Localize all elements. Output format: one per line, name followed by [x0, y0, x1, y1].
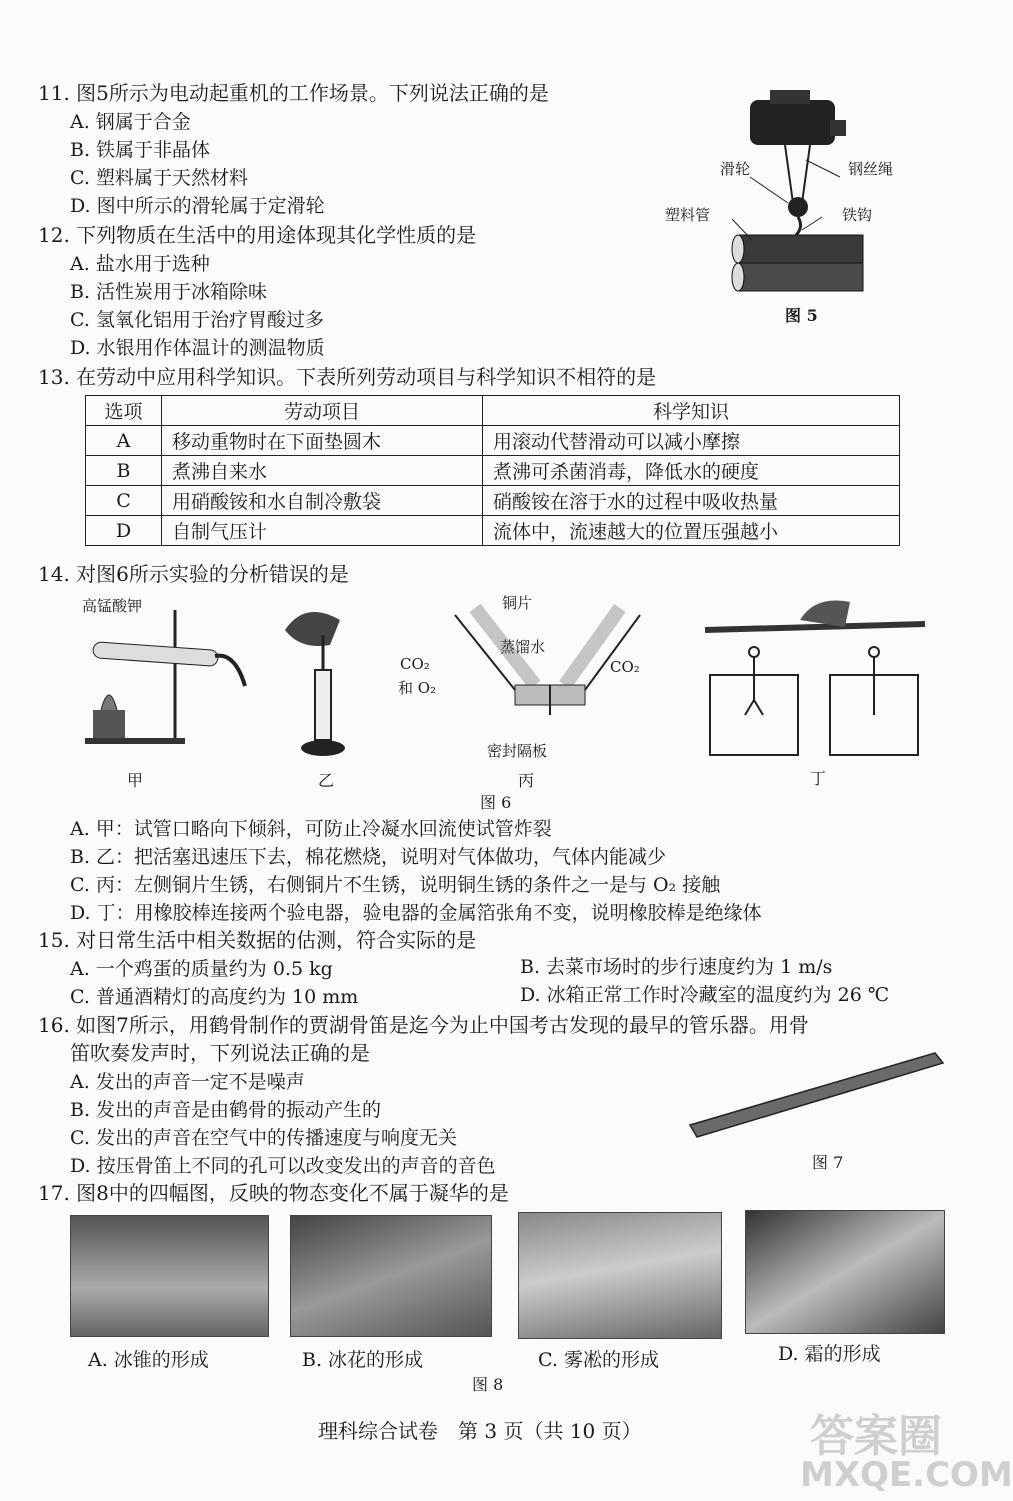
q12-option-b: B. 活性炭用于冰箱除味	[70, 281, 268, 303]
table-header-row	[86, 396, 900, 426]
experiment-yi-drawing	[285, 612, 345, 756]
q14-option-a: A. 甲：试管口略向下倾斜，可防止冷凝水回流使试管炸裂	[70, 818, 552, 840]
q17-caption-d: D. 霜的形成	[778, 1343, 881, 1365]
figure-5-caption: 图 5	[785, 306, 818, 325]
q12-option-d: D. 水银用作体温计的测温物质	[70, 337, 325, 359]
fig5-label-wire-rope: 钢丝绳	[848, 160, 894, 178]
q14-stem: 14. 对图6所示实验的分析错误的是	[38, 562, 349, 586]
q16-option-c: C. 发出的声音在空气中的传播速度与响度无关	[70, 1127, 457, 1149]
watermark-url: MXQE.COM	[800, 1455, 1013, 1495]
q17-caption-b: B. 冰花的形成	[302, 1349, 424, 1371]
fig5-label-iron-hook: 铁钩	[842, 206, 873, 224]
q14-option-c: C. 丙：左侧铜片生锈，右侧铜片不生锈，说明铜生锈的条件之一是与 O₂ 接触	[70, 874, 721, 896]
fig6-label-partition: 密封隔板	[487, 742, 548, 760]
table-cell: 流体中，流速越大的位置压强越小	[483, 516, 900, 546]
q17-stem: 17. 图8中的四幅图，反映的物态变化不属于凝华的是	[38, 1181, 509, 1205]
q11-option-c: C. 塑料属于天然材料	[70, 167, 248, 189]
q12-option-c: C. 氢氧化铝用于治疗胃酸过多	[70, 309, 324, 331]
table-row	[86, 456, 900, 486]
q15-option-a: A. 一个鸡蛋的质量约为 0.5 kg	[70, 958, 333, 980]
fig6-label-water: 蒸馏水	[500, 638, 546, 656]
q13-stem: 13. 在劳动中应用科学知识。下表所列劳动项目与科学知识不相符的是	[38, 365, 657, 389]
table-row	[86, 486, 900, 516]
table-cell: 煮沸可杀菌消毒，降低水的硬度	[483, 456, 900, 486]
figure-7-bone-flute	[685, 1045, 950, 1140]
table-cell: 移动重物时在下面垫圆木	[162, 426, 483, 456]
q11-stem: 11. 图5所示为电动起重机的工作场景。下列说法正确的是	[38, 81, 549, 105]
q15-option-c: C. 普通酒精灯的高度约为 10 mm	[70, 986, 359, 1008]
q16-stem-line2: 笛吹奏发声时，下列说法正确的是	[70, 1041, 370, 1065]
table-row	[86, 426, 900, 456]
table-cell: 自制气压计	[162, 516, 483, 546]
photo-ice-flowers	[290, 1215, 492, 1337]
q16-option-d: D. 按压骨笛上不同的孔可以改变发出的声音的音色	[70, 1155, 496, 1177]
q17-caption-a: A. 冰锥的形成	[88, 1349, 209, 1371]
watermark-logo: 答案圈	[810, 1411, 942, 1462]
figure-5-crane	[690, 85, 930, 300]
figure-7-caption: 图 7	[812, 1153, 844, 1172]
q15-stem: 15. 对日常生活中相关数据的估测，符合实际的是	[38, 928, 477, 952]
fig5-label-plastic-pipe: 塑料管	[665, 206, 711, 224]
q14-option-d: D. 丁：用橡胶棒连接两个验电器，验电器的金属箔张角不变，说明橡胶棒是绝缘体	[70, 902, 762, 924]
fig6-label-o2-left: 和 O₂	[398, 679, 437, 697]
figure-8-caption: 图 8	[472, 1375, 504, 1394]
experiment-jia-drawing	[85, 610, 245, 744]
q12-stem: 12. 下列物质在生活中的用途体现其化学性质的是	[38, 223, 477, 247]
fig6-label-co2-right: CO₂	[610, 658, 640, 676]
fig6-caption-bing: 丙	[518, 771, 535, 790]
figure-6-caption: 图 6	[480, 793, 512, 812]
q14-option-b: B. 乙：把活塞迅速压下去，棉花燃烧，说明对气体做功，气体内能减少	[70, 846, 667, 868]
table-cell: C	[86, 486, 162, 516]
photo-icicles	[70, 1215, 269, 1337]
table-cell: A	[86, 426, 162, 456]
table-cell: 用硝酸铵和水自制冷敷袋	[162, 486, 483, 516]
table-cell: 煮沸自来水	[162, 456, 483, 486]
page-footer: 理科综合试卷 第 3 页（共 10 页）	[318, 1419, 642, 1443]
table-cell: D	[86, 516, 162, 546]
q13-table	[85, 395, 900, 546]
table-cell: 硝酸铵在溶于水的过程中吸收热量	[483, 486, 900, 516]
fig6-label-kmno4: 高锰酸钾	[82, 597, 143, 615]
table-cell: B	[86, 456, 162, 486]
fig5-label-pulley: 滑轮	[720, 160, 751, 178]
fig6-caption-ding: 丁	[810, 769, 827, 788]
q15-option-b: B. 去菜市场时的步行速度约为 1 m/s	[520, 956, 833, 978]
q11-option-b: B. 铁属于非晶体	[70, 139, 211, 161]
fig6-caption-jia: 甲	[127, 771, 144, 790]
q11-option-a: A. 钢属于合金	[70, 111, 191, 133]
q16-option-b: B. 发出的声音是由鹤骨的振动产生的	[70, 1099, 382, 1121]
table-row	[86, 516, 900, 546]
q17-caption-c: C. 雾凇的形成	[538, 1349, 659, 1371]
q11-option-d: D. 图中所示的滑轮属于定滑轮	[70, 195, 325, 217]
fig6-caption-yi: 乙	[318, 771, 335, 790]
experiment-ding-drawing	[705, 600, 925, 755]
table-header: 选项	[86, 396, 162, 426]
q12-option-a: A. 盐水用于选种	[70, 253, 210, 275]
fig6-label-copper: 铜片	[502, 594, 533, 612]
table-header: 劳动项目	[162, 396, 483, 426]
photo-frost	[745, 1210, 945, 1334]
q16-option-a: A. 发出的声音一定不是噪声	[70, 1071, 305, 1093]
q15-option-d: D. 冰箱正常工作时冷藏室的温度约为 26 ℃	[520, 984, 890, 1006]
table-cell: 用滚动代替滑动可以减小摩擦	[483, 426, 900, 456]
photo-rime	[518, 1212, 722, 1339]
table-header: 科学知识	[483, 396, 900, 426]
q16-stem-line1: 16. 如图7所示，用鹤骨制作的贾湖骨笛是迄今为止中国考古发现的最早的管乐器。用骨	[38, 1013, 809, 1037]
fig6-label-co2-left: CO₂	[400, 655, 430, 673]
